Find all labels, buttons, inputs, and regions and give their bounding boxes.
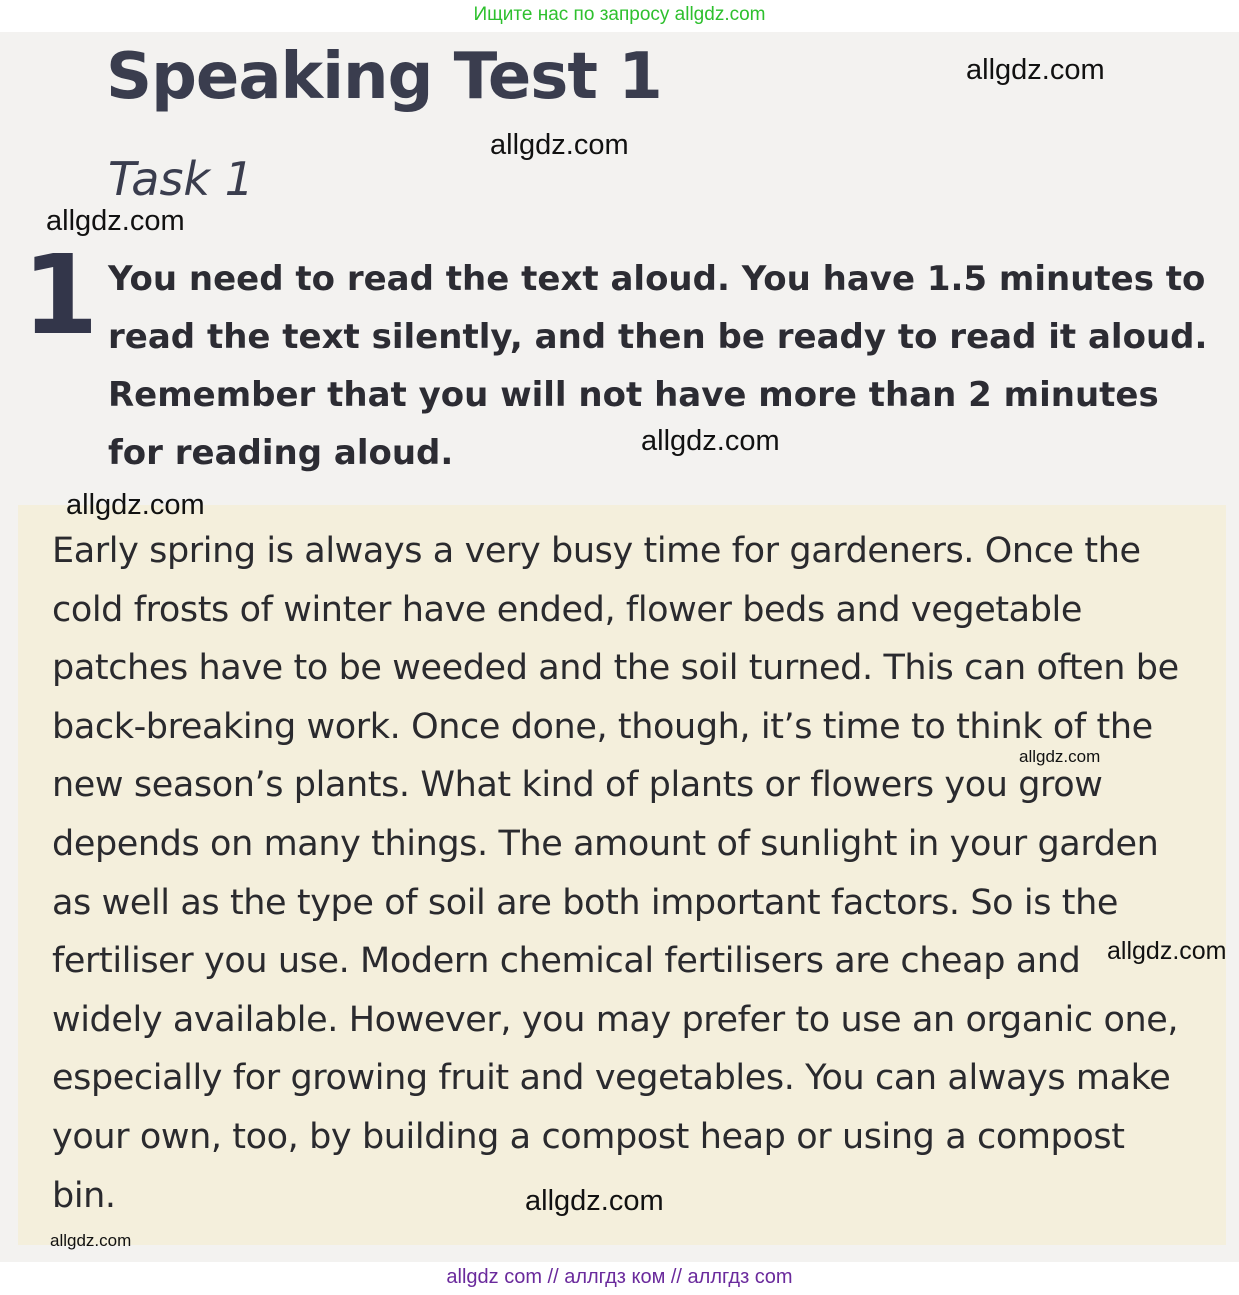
top-banner[interactable]: Ищите нас по запросу allgdz.com	[473, 4, 766, 25]
task-number: 1	[22, 231, 99, 359]
watermark: allgdz.com	[1019, 747, 1101, 766]
watermark: allgdz.com	[66, 489, 205, 521]
watermark: allgdz.com	[1107, 937, 1227, 965]
watermark: allgdz.com	[641, 425, 780, 457]
watermark: allgdz.com	[525, 1185, 664, 1217]
reading-passage: Early spring is always a very busy time for gardeners. Once the cold frosts of winter have ended, flower beds and vegetable patches have to be weeded and the soil turned. This can often be back-breaking work. Once done, though, it’s time to think of the new season’s plants. What kind of plants or flowers you grow depends on many things. The amount of sunlight in your garden as well as the type of soil are both important factors. So is the fertiliser you use. Modern chemical fertilisers are cheap and widely available. However, you may prefer to use an organic one, especially for growing fruit and vegetables. You can always make your own, too, by building a compost heap or using a compost bin.	[52, 531, 1179, 1216]
task-instruction: You need to read the text aloud. You have 1.5 minutes to read the text silently, and then be ready to read it aloud. Remember that you will not have more than 2 minutes for reading aloud.	[108, 259, 1208, 473]
watermark: allgdz.com	[966, 54, 1105, 86]
page-title: Speaking Test 1	[106, 40, 662, 114]
watermark: allgdz.com	[50, 1231, 132, 1250]
watermark: allgdz.com	[46, 205, 185, 237]
watermark: allgdz.com	[490, 129, 629, 161]
bottom-banner[interactable]: allgdz com // аллгдз ком // аллгдз com	[0, 1262, 1239, 1295]
task-title: Task 1	[108, 152, 254, 206]
